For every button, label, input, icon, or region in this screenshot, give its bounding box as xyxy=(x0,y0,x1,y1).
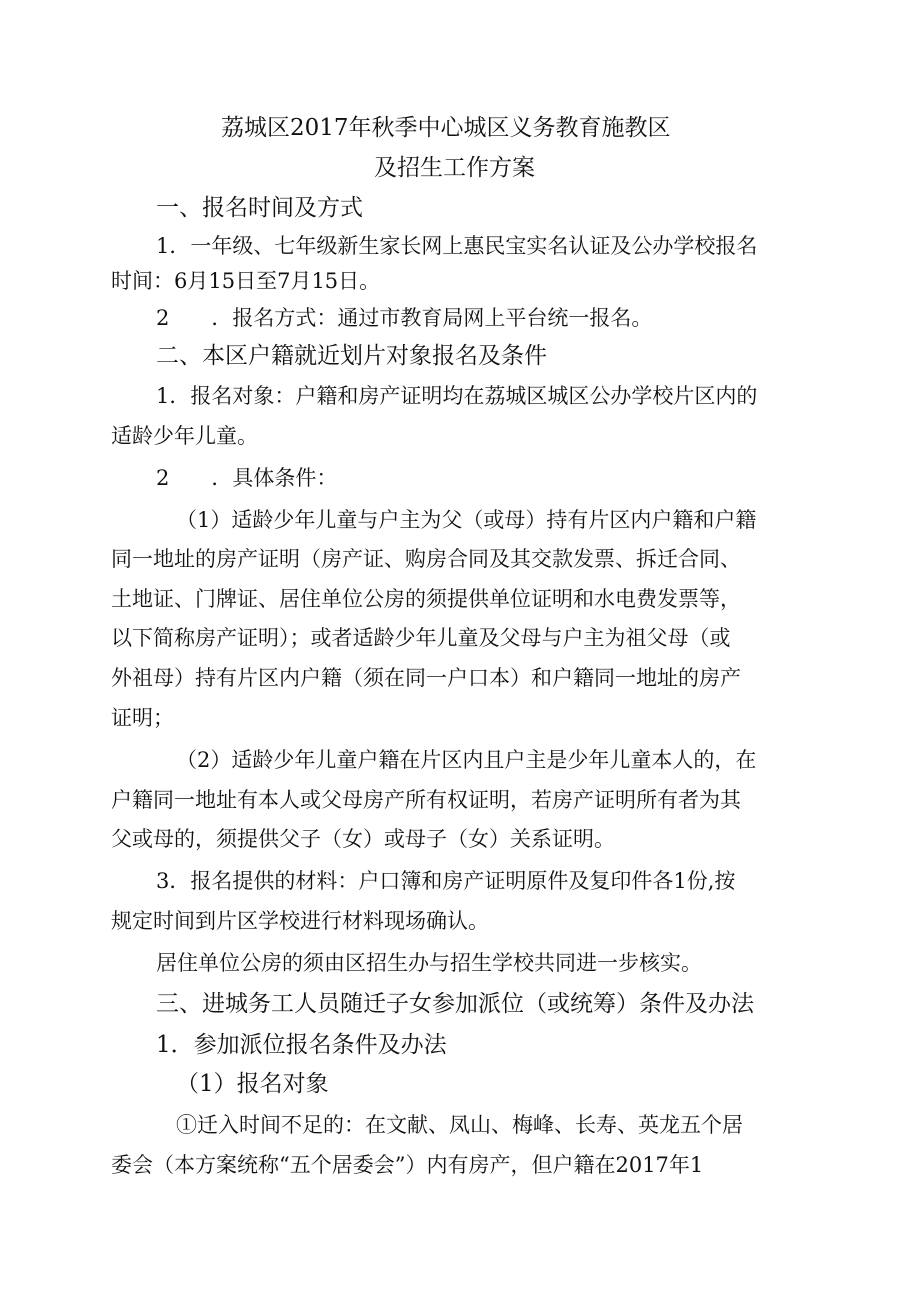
s2-c1-line5: 外祖母）持有片区内户籍（须在同一户口本）和户籍同一地址的房产 xyxy=(111,666,741,690)
s2-p2: 2 ．具体条件： xyxy=(156,466,338,490)
s2-c1-line2: 同一地址的房产证明（房产证、购房合同及其交款发票、拆迁合同、 xyxy=(111,547,741,571)
s2-c2-line1: （2）适龄少年儿童户籍在片区内且户主是少年儿童本人的，在 xyxy=(176,748,757,772)
s1-p1-line2: 时间：6月15日至7月15日。 xyxy=(111,269,381,293)
s2-p4: 居住单位公房的须由区招生办与招生学校共同进一步核实。 xyxy=(156,951,702,975)
s2-c1-line3: 土地证、门牌证、居住单位公房的须提供单位证明和水电费发票等， xyxy=(111,587,741,611)
s3-sub1: 1．参加派位报名条件及办法 xyxy=(156,1032,447,1058)
s2-p3-line2: 规定时间到片区学校进行材料现场确认。 xyxy=(111,909,489,933)
s1-p2: 2 ．报名方式：通过市教育局网上平台统一报名。 xyxy=(156,306,653,330)
s2-p1-line1: 1．报名对象：户籍和房产证明均在荔城区城区公办学校片区内的 xyxy=(156,384,758,408)
s2-c1-line6: 证明； xyxy=(111,706,174,730)
s2-p3-line1: 3．报名提供的材料：户口簿和房产证明原件及复印件各1份,按 xyxy=(156,869,736,893)
document-title-line1: 荔城区2017年秋季中心城区义务教育施教区 xyxy=(221,115,671,141)
section1-heading: 一、报名时间及方式 xyxy=(156,195,363,221)
s3-sub1a: （1）报名对象 xyxy=(176,1071,329,1097)
section2-heading: 二、本区户籍就近划片对象报名及条件 xyxy=(156,343,547,369)
s1-p1-line1 xyxy=(156,231,808,261)
s1-p1-line1-text: 1．一年级、七年级新生家长网上惠民宝实名认证及公办学校报名 xyxy=(156,234,758,258)
s3-p1-line1: ①迁入时间不足的：在文献、凤山、梅峰、长寿、英龙五个居 xyxy=(176,1113,743,1137)
s2-c1-line4: 以下简称房产证明）；或者适龄少年儿童及父母与户主为祖父母（或 xyxy=(111,626,731,650)
document-title-line2: 及招生工作方案 xyxy=(374,155,535,181)
s3-p1-line2: 委会（本方案统称“五个居委会”）内有房产，但户籍在2017年1 xyxy=(111,1153,704,1177)
section3-heading: 三、进城务工人员随迁子女参加派位（或统筹）条件及办法 xyxy=(156,991,754,1017)
s2-c2-line2: 户籍同一地址有本人或父母房产所有权证明，若房产证明所有者为其 xyxy=(111,788,741,812)
s2-p1-line2: 适龄少年儿童。 xyxy=(111,424,258,448)
s2-c2-line3: 父或母的，须提供父子（女）或母子（女）关系证明。 xyxy=(111,827,615,851)
s2-c1-line1: （1）适龄少年儿童与户主为父（或母）持有片区内户籍和户籍 xyxy=(176,508,757,532)
